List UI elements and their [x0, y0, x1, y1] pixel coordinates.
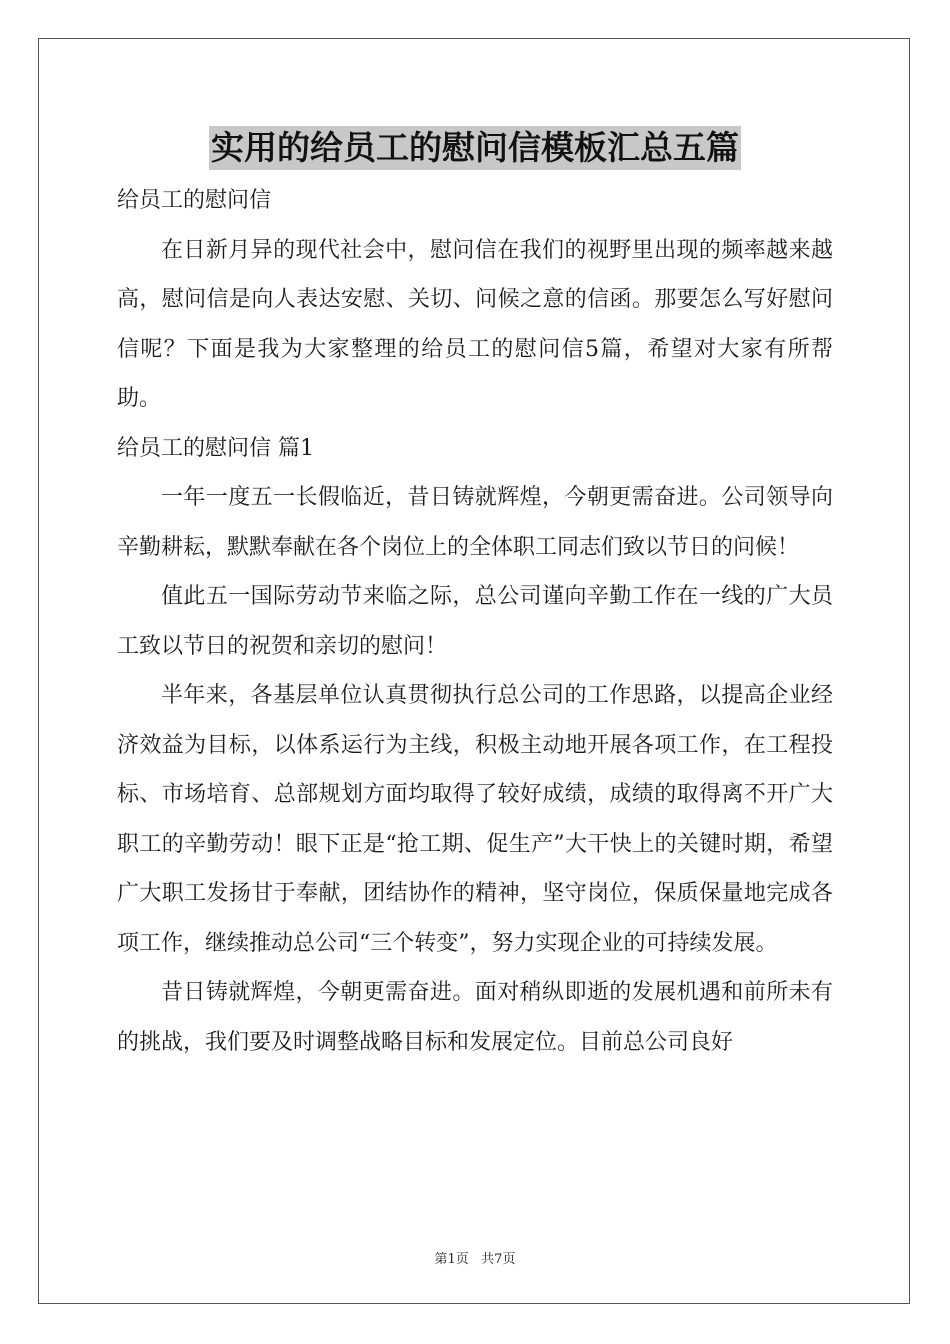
title-container	[0, 126, 950, 170]
document-body	[117, 176, 833, 1067]
paragraph-heading: 给员工的慰问信	[117, 188, 272, 213]
paragraph: 一年一度五一长假临近，昔日铸就辉煌，今朝更需奋进。公司领导向辛勤耕耘，默默奉献在各个岗位上的全体职工同志们致以节日的问候！	[117, 485, 833, 560]
paragraph-heading: 给员工的慰问信 篇1	[117, 435, 314, 461]
paragraph: 值此五一国际劳动节来临之际，总公司谨向辛勤工作在一线的广大员工致以节日的祝贺和亲切的慰问！	[117, 584, 833, 659]
paragraph: 半年来，各基层单位认真贯彻执行总公司的工作思路，以提高企业经济效益为目标，以体系运行为主线，积极主动地开展各项工作，在工程投标、市场培育、总部规划方面均取得了较好成绩，成绩的取得离不开广大职工的辛勤劳动！眼下正是“抢工期、促生产”大干快上的关键时期，希望广大职工发扬甘于奉献，团结协作的精神，坚守岗位，保质保量地完成各项工作，继续推动总公司“三个转变”，努力实现企业的可持续发展。	[117, 683, 833, 956]
page-footer: 第1页 共7页	[434, 1252, 516, 1267]
document-title: 实用的给员工的慰问信模板汇总五篇	[209, 126, 741, 170]
paragraph: 在日新月异的现代社会中，慰问信在我们的视野里出现的频率越来越高，慰问信是向人表达安慰、关切、问候之意的信函。那要怎么写好慰问信呢？下面是我为大家整理的给员工的慰问信5篇，希望对大家有所帮助。	[117, 237, 833, 411]
paragraph: 昔日铸就辉煌，今朝更需奋进。面对稍纵即逝的发展机遇和前所未有的挑战，我们要及时调整战略目标和发展定位。目前总公司良好	[117, 980, 833, 1055]
